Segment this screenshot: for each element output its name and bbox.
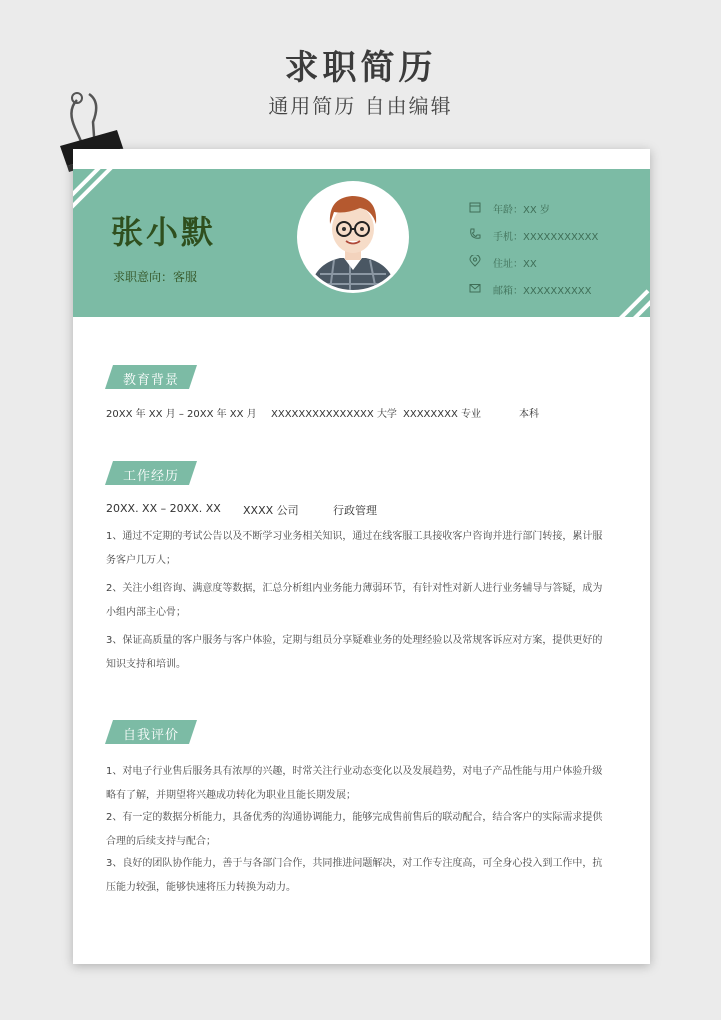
work-item: 2、关注小组咨询、满意度等数据，汇总分析组内业务能力薄弱环节，有针对性对新人进行业务辅导与答疑，成为小组内部主心骨； [106, 583, 603, 618]
education-degree: 本科 [519, 409, 539, 420]
phone-icon [469, 228, 481, 240]
resume-page [73, 149, 650, 964]
candidate-name: 张小默 [111, 213, 217, 251]
self-item: 2、有一定的数据分析能力，具备优秀的沟通协调能力，能够完成售前售后的联动配合，结合客户的实际需求提供合理的后续支持与配合； [106, 812, 603, 847]
work-company: XXXX 公司 [243, 504, 299, 517]
education-school: XXXXXXXXXXXXXXX 大学 [271, 409, 397, 420]
work-date: 20XX. XX – 20XX. XX [106, 502, 221, 515]
work-position: 行政管理 [333, 504, 377, 517]
avatar [297, 181, 409, 293]
education-major: XXXXXXXX 专业 [403, 409, 481, 420]
education-date: 20XX 年 XX 月 – 20XX 年 XX 月 [106, 409, 257, 420]
self-item: 1、对电子行业售后服务具有浓厚的兴趣，时常关注行业动态变化以及发展趋势，对电子产品性能与用户体验升级略有了解，并期望将兴趣成功转化为职业且能长期发展； [106, 766, 603, 801]
job-intent: 求职意向：客服 [113, 270, 198, 284]
mail-icon [469, 282, 481, 294]
avatar-portrait-icon [300, 184, 406, 290]
location-icon [469, 255, 481, 267]
section-education-header: 教育背景 [105, 365, 197, 389]
self-item: 3、良好的团队协作能力，善于与各部门合作，共同推进问题解决，对工作专注度高，可全身心投入到工作中，抗压能力较强，能够快速将压力转换为动力。 [106, 858, 603, 893]
section-self-header: 自我评价 [105, 720, 197, 744]
calendar-icon [469, 201, 481, 213]
section-work-header: 工作经历 [105, 461, 197, 485]
promo-title: 求职简历 [284, 48, 437, 88]
work-item: 1、通过不定期的考试公告以及不断学习业务相关知识，通过在线客服工具接收客户咨询并进行部门转接，累计服务客户几万人； [106, 531, 603, 566]
header-band: 张小默 求职意向：客服 年龄：XX 岁 手机：XXXXXXXXXXX 住址：XX 邮箱：XXXXXXXXXX [73, 169, 650, 317]
promo-subtitle: 通用简历 自由编辑 [268, 94, 453, 118]
work-item: 3、保证高质量的客户服务与客户体验，定期与组员分享疑难业务的处理经验以及常规客诉应对方案，提供更好的知识支持和培训。 [106, 635, 603, 670]
